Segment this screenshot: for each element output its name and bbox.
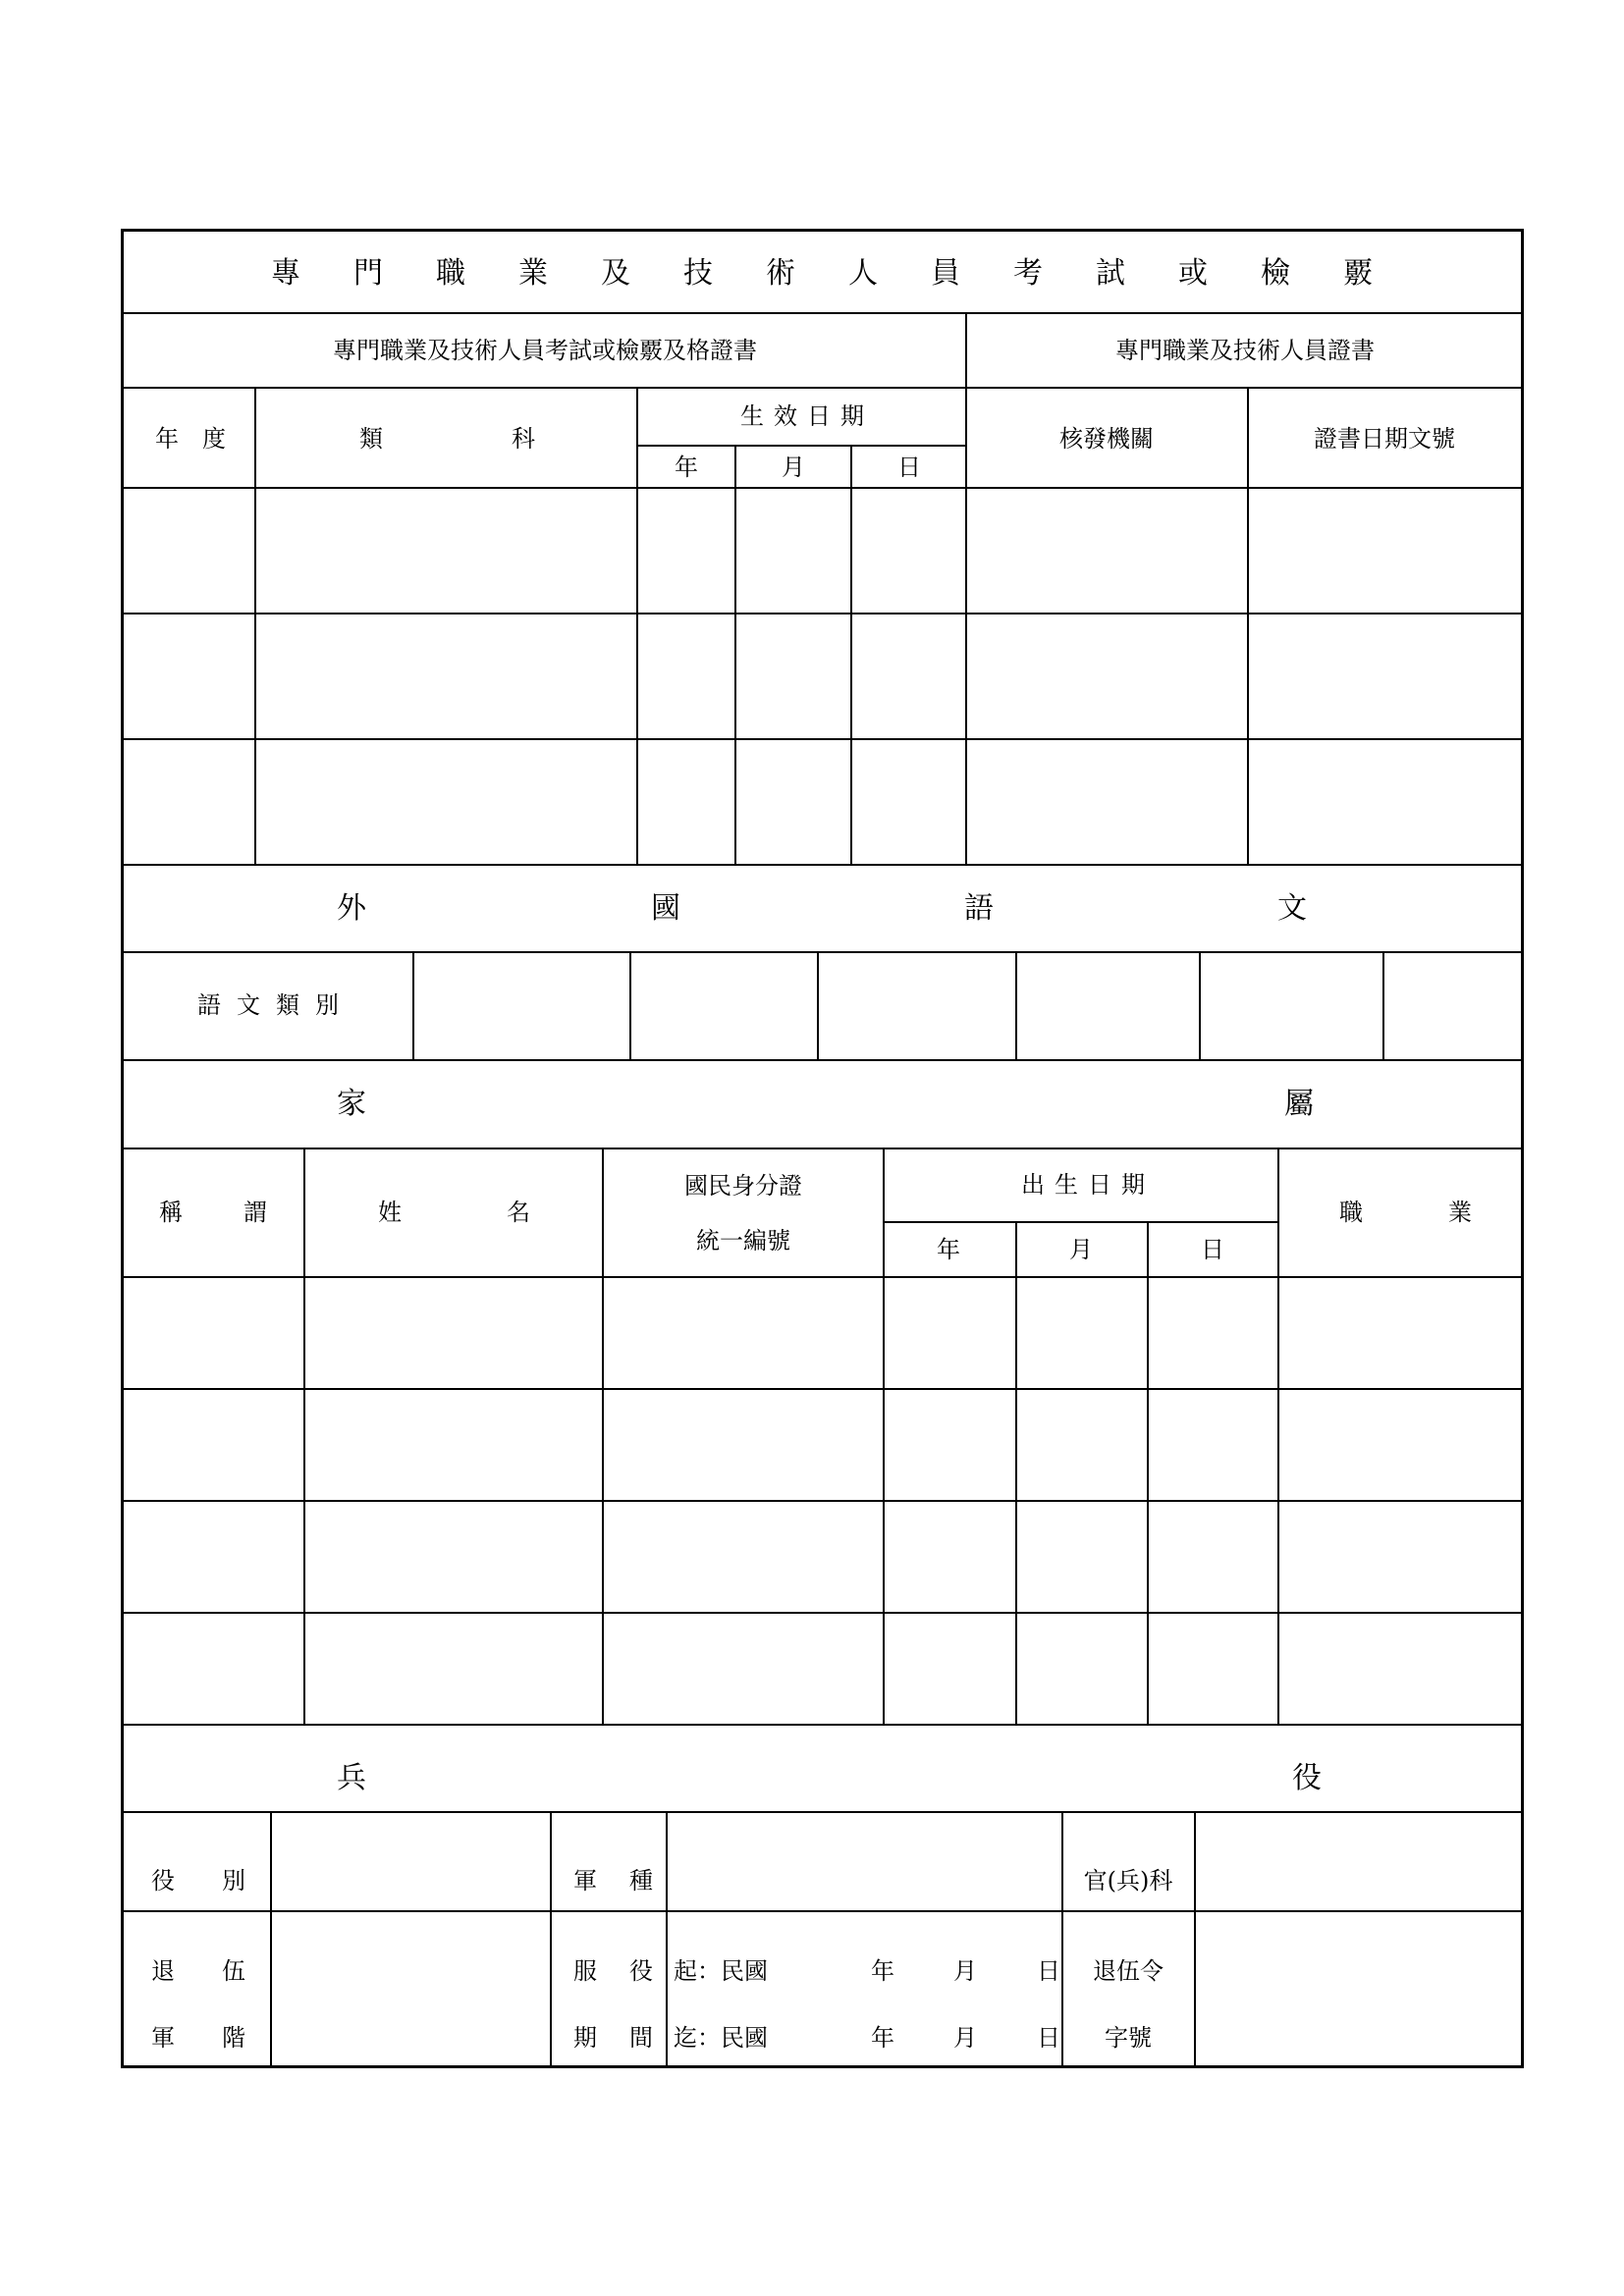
birth-year-label: 年 bbox=[937, 1236, 960, 1263]
sub-day-label: 日 bbox=[897, 454, 921, 481]
service-period-label-3: 期 bbox=[573, 2024, 597, 2052]
v-line bbox=[883, 1148, 885, 1724]
service-period-label-1: 服 bbox=[573, 1957, 597, 1985]
h-line bbox=[638, 445, 967, 447]
exam-certificate-header: 專門職業及技術人員考試或檢覈及格證書 bbox=[333, 337, 757, 364]
discharge-order-label-line1: 退伍令 bbox=[1093, 1957, 1164, 1985]
discharge-label-1: 退 bbox=[151, 1957, 175, 1985]
col-relation-label-1: 稱 bbox=[159, 1199, 183, 1226]
discharge-order-label-line2: 字號 bbox=[1105, 2024, 1152, 2052]
col-birth-date-label: 出生日期 bbox=[1021, 1171, 1155, 1199]
h-line bbox=[124, 1811, 1521, 1813]
personnel-record-form bbox=[121, 229, 1524, 2068]
birth-day-label: 日 bbox=[1201, 1236, 1224, 1263]
h-line bbox=[124, 1388, 1521, 1390]
lang-section-char-3: 語 bbox=[964, 891, 994, 926]
v-line bbox=[636, 387, 638, 864]
birth-month-label: 月 bbox=[1069, 1236, 1093, 1263]
h-line bbox=[124, 613, 1521, 614]
h-line bbox=[124, 1148, 1521, 1149]
language-type-label: 語文類別 bbox=[197, 991, 354, 1019]
v-line bbox=[817, 951, 819, 1059]
rank-label-1: 軍 bbox=[151, 2024, 175, 2052]
end-day-label: 日 bbox=[1037, 2024, 1060, 2052]
v-line bbox=[629, 951, 631, 1059]
v-line bbox=[1277, 1148, 1279, 1724]
h-line bbox=[124, 1059, 1521, 1061]
h-line bbox=[124, 864, 1521, 866]
service-start-label: 起：民國 bbox=[674, 1957, 768, 1985]
lang-section-char-1: 外 bbox=[337, 891, 366, 926]
military-section-char-2: 役 bbox=[1292, 1761, 1322, 1795]
col-relation-label-2: 謂 bbox=[244, 1199, 267, 1226]
v-line bbox=[1194, 1811, 1196, 2068]
v-line bbox=[666, 1811, 668, 2068]
col-id-label-line2: 統一編號 bbox=[696, 1227, 790, 1255]
h-line bbox=[124, 312, 1521, 314]
col-name-label-1: 姓 bbox=[378, 1199, 402, 1226]
specialty-label: 官(兵)科 bbox=[1083, 1867, 1173, 1895]
h-line bbox=[124, 951, 1521, 953]
v-line bbox=[303, 1148, 305, 1724]
col-occupation-label-1: 職 bbox=[1339, 1199, 1363, 1226]
h-line bbox=[124, 1724, 1521, 1726]
lang-section-char-4: 文 bbox=[1277, 891, 1307, 926]
col-issuer-label: 核發機關 bbox=[1059, 425, 1154, 453]
v-line bbox=[602, 1148, 604, 1724]
form-title: 專門職業及技術人員考試或檢覈 bbox=[271, 256, 1426, 291]
v-line bbox=[1015, 951, 1017, 1059]
h-line bbox=[124, 738, 1521, 740]
v-line bbox=[1247, 387, 1249, 864]
v-line bbox=[1061, 1811, 1063, 2068]
v-line bbox=[850, 445, 852, 864]
h-line bbox=[124, 487, 1521, 489]
service-period-label-4: 間 bbox=[629, 2024, 653, 2052]
h-line bbox=[885, 1221, 1279, 1223]
end-year-label: 年 bbox=[871, 2024, 894, 2052]
rank-label-2: 階 bbox=[222, 2024, 245, 2052]
family-section-char-2: 屬 bbox=[1284, 1087, 1314, 1121]
start-day-label: 日 bbox=[1037, 1957, 1060, 1985]
v-line bbox=[734, 445, 736, 864]
military-section-char-1: 兵 bbox=[337, 1761, 366, 1795]
discharge-label-2: 伍 bbox=[222, 1957, 245, 1985]
sub-year-label: 年 bbox=[675, 454, 698, 481]
start-year-label: 年 bbox=[871, 1957, 894, 1985]
service-end-label: 迄：民國 bbox=[674, 2024, 768, 2052]
col-cert-ref-label: 證書日期文號 bbox=[1314, 425, 1455, 453]
lang-section-char-2: 國 bbox=[651, 891, 680, 926]
h-line bbox=[124, 1612, 1521, 1614]
v-line bbox=[1147, 1221, 1149, 1724]
service-type-label-1: 役 bbox=[151, 1867, 175, 1895]
start-month-label: 月 bbox=[953, 1957, 977, 1985]
col-effective-date-label: 生效日期 bbox=[740, 402, 874, 430]
sub-month-label: 月 bbox=[782, 454, 805, 481]
col-category-label-2: 科 bbox=[512, 425, 535, 453]
col-year-label: 年 度 bbox=[155, 425, 226, 453]
family-section-char-1: 家 bbox=[337, 1087, 366, 1121]
service-period-label-2: 役 bbox=[629, 1957, 653, 1985]
v-line bbox=[412, 951, 414, 1059]
col-name-label-2: 名 bbox=[507, 1199, 530, 1226]
v-line bbox=[550, 1811, 552, 2068]
col-occupation-label-2: 業 bbox=[1448, 1199, 1472, 1226]
v-line bbox=[965, 312, 967, 864]
v-line bbox=[1015, 1221, 1017, 1724]
h-line bbox=[124, 1500, 1521, 1502]
professional-certificate-header: 專門職業及技術人員證書 bbox=[1115, 337, 1375, 364]
v-line bbox=[270, 1811, 272, 2068]
branch-label-1: 軍 bbox=[573, 1867, 597, 1895]
v-line bbox=[1199, 951, 1201, 1059]
h-line bbox=[124, 387, 1521, 389]
h-line bbox=[124, 1910, 1521, 1912]
end-month-label: 月 bbox=[953, 2024, 977, 2052]
service-type-label-2: 別 bbox=[222, 1867, 245, 1895]
v-line bbox=[254, 387, 256, 864]
col-id-label-line1: 國民身分證 bbox=[684, 1172, 802, 1200]
v-line bbox=[1382, 951, 1384, 1059]
col-category-label-1: 類 bbox=[359, 425, 383, 453]
branch-label-2: 種 bbox=[629, 1867, 653, 1895]
h-line bbox=[124, 1276, 1521, 1278]
